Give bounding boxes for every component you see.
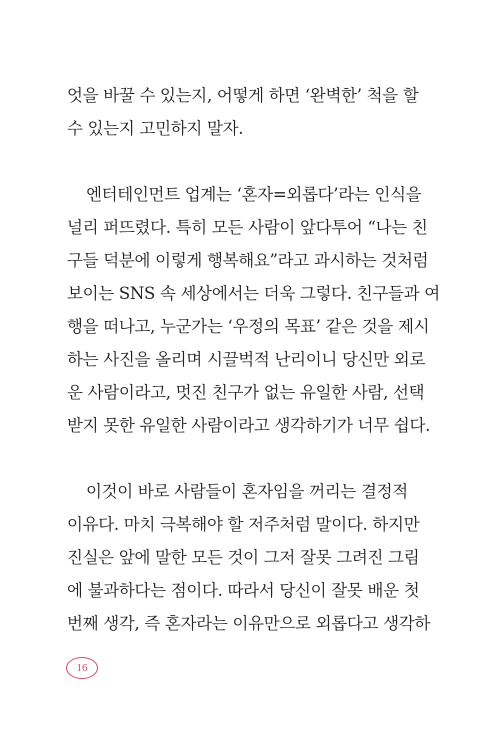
text-line: 널리 퍼뜨렸다. 특히 모든 사람이 앞다투어 “나는 친 xyxy=(67,218,428,237)
text-line: 하는 사진을 올리며 시끌벅적 난리이니 당신만 외로 xyxy=(67,350,426,369)
text-line: 진실은 앞에 말한 모든 것이 그저 잘못 그려진 그림 xyxy=(67,548,420,567)
text-line: 번째 생각, 즉 혼자라는 이유만으로 외롭다고 생각하 xyxy=(67,614,431,633)
text-line: 받지 못한 유일한 사람이라고 생각하기가 너무 쉽다. xyxy=(67,416,431,435)
text-line: 이유다. 마치 극복해야 할 저주처럼 말이다. 하지만 xyxy=(67,515,420,534)
text-line: 수 있는지 고민하지 말자. xyxy=(67,119,244,138)
text-line: 이것이 바로 사람들이 혼자임을 꺼리는 결정적 xyxy=(86,482,408,501)
page-number-badge: 16 xyxy=(66,657,98,679)
text-line: 에 불과하다는 점이다. 따라서 당신이 잘못 배운 첫 xyxy=(67,581,420,600)
text-line: 엇을 바꿀 수 있는지, 어떻게 하면 ‘완벽한’ 척을 할 xyxy=(67,86,419,105)
text-line: 운 사람이라고, 멋진 친구가 없는 유일한 사람, 선택 xyxy=(67,383,425,402)
text-line: 구들 덕분에 이렇게 행복해요”라고 과시하는 것처럼 xyxy=(67,251,429,270)
text-line: 엔터테인먼트 업계는 ‘혼자=외롭다’라는 인식을 xyxy=(86,185,422,204)
text-line: 보이는 SNS 속 세상에서는 더욱 그렇다. 친구들과 여 xyxy=(67,284,440,303)
text-line: 행을 떠나고, 누군가는 ‘우정의 목표’ 같은 것을 제시 xyxy=(67,317,430,336)
